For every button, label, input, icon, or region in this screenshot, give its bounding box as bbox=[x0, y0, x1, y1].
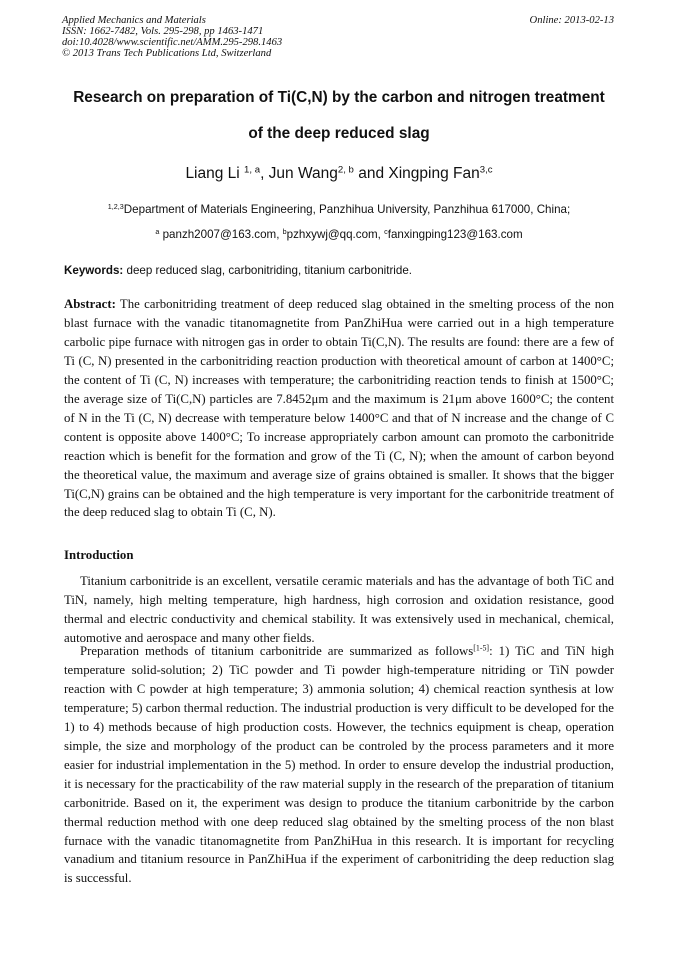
author-list bbox=[40, 165, 638, 183]
paper-title-line-2: of the deep reduced slag bbox=[248, 125, 430, 142]
abstract-text: The carbonitriding treatment of deep reduced slag obtained in the smelting process of the non blast furnace with the vanadic titanomagnetite from PanZhiHua were carried out in a high temperature carbolic pipe furnace with nitrogen gas in order to obtain Ti(C,N). The results are found: there are a few of Ti (C, N) presented in the carbonitriding reaction production with theoretical amount of carbon at 1400°C; the content of Ti (C, N) increases with temperature; the carbonitriding reaction tends to finish at 1500°C; the average size of Ti(C,N) particles are 7.8452μm and the maximum is 21μm above 1600°C; the content of N in the Ti (C, N) decrease with temperature below 1400°C and that of N increase and the change of C content is opposite above 1400°C; To increase appropriately carbon amount can promoto the carbonitride reaction which is benefit for the formation and grow of the Ti (C, N); when the amount of carbon beyond the theoretical value, the maximum and average size of grains obtained is smaller. It shows that the bigger Ti(C,N) grains can be obtained and the high temperature is very important for the carbonitride treatment of the deep reduced slag to obtain Ti (C, N). bbox=[64, 297, 614, 520]
email-a-mark: a bbox=[155, 227, 160, 237]
email-b-mark: b bbox=[282, 227, 287, 237]
journal-name: Applied Mechanics and Materials bbox=[62, 15, 206, 26]
citation-ref: [1-5] bbox=[473, 643, 490, 653]
section-heading-introduction: Introduction bbox=[64, 548, 134, 562]
email-c: fanxingping123@163.com bbox=[387, 228, 523, 241]
author-2-name: , Jun Wang bbox=[260, 165, 338, 182]
abstract-label: Abstract: bbox=[64, 297, 116, 311]
email-b: pzhxywj@qq.com, bbox=[286, 228, 385, 241]
intro-paragraph-2 bbox=[64, 642, 614, 888]
keywords bbox=[64, 264, 614, 277]
intro-paragraph-2-start: Preparation methods of titanium carbonitride are summarized as follows bbox=[80, 644, 474, 658]
author-3-name: and Xingping Fan bbox=[353, 165, 480, 182]
email-list bbox=[40, 228, 638, 241]
author-3-affil-mark: 3,c bbox=[479, 164, 493, 176]
issn-line: ISSN: 1662-7482, Vols. 295-298, pp 1463-1471 bbox=[62, 26, 264, 37]
doi-line: doi:10.4028/www.scientific.net/AMM.295-298.1463 bbox=[62, 37, 283, 48]
affiliation bbox=[40, 203, 638, 216]
email-a: panzh2007@163.com, bbox=[159, 228, 283, 241]
abstract bbox=[64, 295, 614, 522]
copyright-line: © 2013 Trans Tech Publications Ltd, Switzerland bbox=[62, 48, 272, 59]
journal-header bbox=[62, 15, 614, 59]
affiliation-mark: 1,2,3 bbox=[107, 202, 124, 212]
affiliation-text: Department of Materials Engineering, Panzhihua University, Panzhihua 617000, China; bbox=[123, 203, 571, 216]
keywords-label: Keywords: bbox=[64, 264, 124, 277]
author-1-name: Liang Li bbox=[185, 165, 245, 182]
intro-paragraph-1: Titanium carbonitride is an excellent, versatile ceramic materials and has the advantage of both TiC and TiN, namely, high melting temperature, high hardness, high corrosion and oxidation resistance, good thermal and electric conductivity and chemical stability. It was extensively used in mechanical, chemical, automotive and aerospace and many other fields. bbox=[64, 574, 614, 645]
intro-paragraph-2-rest: : 1) TiC and TiN high temperature solid-solution; 2) TiC powder and Ti powder high-temperature nitriding or TiN powder reaction with C powder at high temperature; 3) ammonia solution; 4) chemical reaction synthesis at low temperature; 5) carbon thermal reduction. The industrial production is very difficult to be developed for the 1) to 4) methods because of high production costs. However, the technics equipment is cheap, operation simple, the size and morphology of the product can be controled by the process parameters and it more easier for industrial implementation in the 5) method. In order to ensure develop the industrial production, it is necessary for the practicability of the raw material supply in the research of the preparation of titanium carbonitride. Based on it, the experiment was design to produce the titanium carbonitride by the carbon thermal reduction method with one deep reduced slag obtained by the smelting process of the non blast furnace with the vanadic titanomagnetite from PanZhiHua in this research. It is important for recycling vanadium and titanium resource in PanZhiHua if the experiment of carbonitriding the deep reduction slag is successful. bbox=[64, 644, 614, 886]
online-date: Online: 2013-02-13 bbox=[529, 15, 614, 26]
author-2-affil-mark: 2, b bbox=[337, 164, 354, 176]
author-1-affil-mark: 1, a bbox=[244, 164, 261, 176]
keywords-text: deep reduced slag, carbonitriding, titanium carbonitride. bbox=[123, 264, 413, 277]
email-c-mark: c bbox=[384, 227, 388, 237]
paper-title-line-1: Research on preparation of Ti(C,N) by the carbon and nitrogen treatment bbox=[73, 89, 605, 106]
